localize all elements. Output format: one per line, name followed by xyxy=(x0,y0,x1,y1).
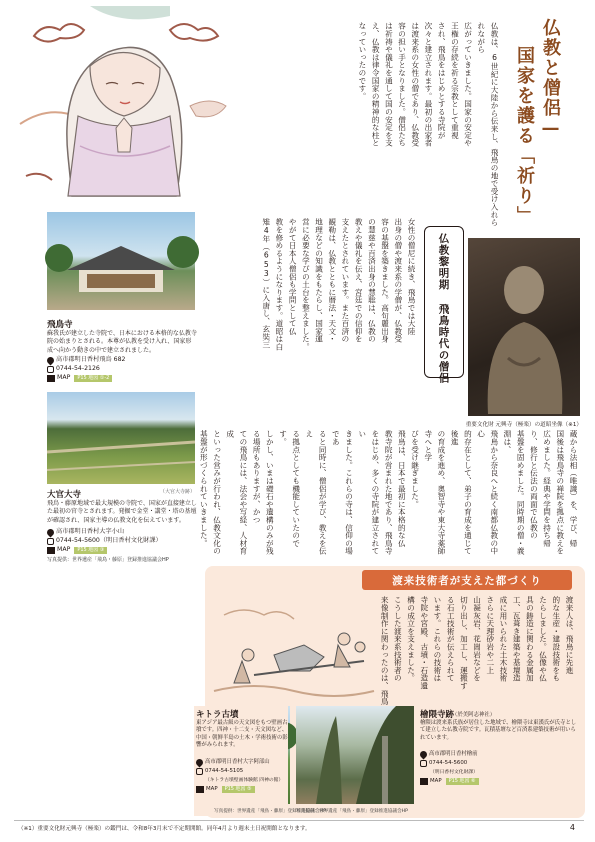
body-line: 広めました。経典や学問を持ち帰 xyxy=(542,430,552,547)
toraijin-header xyxy=(362,570,572,590)
body-line: います。これらの技術は xyxy=(432,596,442,682)
body-line: 的な生産・建設技術をも xyxy=(551,596,561,682)
body-line: 蔵から法相（唯識）を、学び、帰 xyxy=(569,430,578,547)
body-line: 教えや儀礼を伝え、宮廷での信仰を xyxy=(354,218,364,343)
photo-credit: 写真提供：世界遺産「飛鳥・藤原」登録推進協議会HP xyxy=(214,809,326,814)
asukadera-desc: 蘇我氏が建立した寺院で、日本における本格的な仏教寺院の始まりとされる。本尊が仏教を受け入れ、国家形成へ向かう動きの中で建立されました。 xyxy=(47,330,197,354)
daikandaiji-desc: 飛鳥・藤原地域で最大規模の寺院で、国家が直接建立した最初の官寺とされます。発掘で金堂・講堂・塔の基壇が確認され、国家主導の仏教文化を伝えています。 xyxy=(47,500,197,524)
hinokuma-tel: 0744-54-5600 xyxy=(420,759,467,768)
section-label-box xyxy=(424,226,464,384)
body-line: 女性の僧尼に続き、飛鳥では大陸 xyxy=(407,218,416,335)
body-line: こうした渡来系技術者の xyxy=(393,596,403,682)
statue-caption: 重要文化財 元興寺（極楽）の道昭坐像（※1） xyxy=(465,422,582,428)
body-text-a xyxy=(208,218,418,456)
body-line: ての飛鳥には、法会や写経、人材育成 xyxy=(225,430,248,555)
hinokuma-title-note: （於美阿志神社） xyxy=(452,712,496,718)
body-line: 山凝灰岩、花崗岩などを xyxy=(472,596,482,682)
body-line: 飛鳥から奈良へと続く南都仏教の中心 xyxy=(476,430,499,555)
hinokuma-title: 檜隈寺跡 xyxy=(420,710,455,720)
intro-line: は渡来系の女性の僧であり、仏教受 xyxy=(410,22,420,147)
asukadera-map[interactable]: MAP P15 地図 ①-2 xyxy=(47,374,112,383)
intro-line: され、飛鳥をはじめとする寺院が xyxy=(437,22,447,139)
daikandaiji-credit: （大官大寺跡） xyxy=(160,489,196,495)
footnote: （※1）重要文化財元興寺（極楽）の鑑門は、令和8年3月末で不定期開館。同年4月より週末土日祝開館となります。 xyxy=(18,826,311,832)
body-line: 成に用いられた土木技術 xyxy=(498,596,508,682)
hinokuma-map[interactable]: MAP P15 地図 ⑥ xyxy=(420,777,479,786)
body-line: 来像制作に関わったのは、飛鳥 xyxy=(380,596,390,706)
body-line: 教を修めるようになります。道昭は白 xyxy=(274,218,284,351)
body-line: の育成を進め、奥智寺や東大寺薬師寺へと学 xyxy=(423,430,446,555)
illustration-nun xyxy=(20,6,230,196)
location-pin-icon xyxy=(195,757,205,767)
phone-icon xyxy=(420,760,427,767)
body-line: をはじめ、多くの寺院が建立されてい xyxy=(357,430,380,555)
hinokuma-tel-note: （明日香村文化財課） xyxy=(430,770,478,775)
body-line: る場所もありますが、かつ xyxy=(252,430,262,524)
body-line: る石工技術が伝えられて xyxy=(446,596,456,682)
body-line: ると同時に、僧侶が学び、教えを伝え xyxy=(304,430,328,555)
body-line: 具の鋳造に関わる金属加 xyxy=(525,596,535,682)
body-line: びを受け継ぎました。 xyxy=(410,430,420,508)
intro-text xyxy=(241,22,501,232)
toraijin-header-text: 渡来技術者が支えた都づくり xyxy=(392,574,542,587)
body-line: 支えたとされています。また百済の xyxy=(340,218,350,343)
body-line: 容の基盤を築きました。高句麗出身 xyxy=(380,218,390,343)
kitora-address: 高市郡明日香村大字阿部山 xyxy=(196,758,270,767)
photo-credit: 写真提供：世界遺産「飛鳥・藤原」登録推進協議会HP xyxy=(296,809,408,814)
body-line: 工、瓦葺き建築や基壇造 xyxy=(512,596,522,682)
body-line: といった営みが行われ、仏教文化の xyxy=(212,430,222,555)
hinokuma-address: 高市郡明日香村檜前 xyxy=(420,750,478,759)
page-number: 4 xyxy=(569,823,575,832)
body-line: 国後は飛鳥寺の禅院を拠点に教えを xyxy=(555,430,565,555)
body-line: 観勒は、仏教とともに暦法・天文・ xyxy=(327,218,337,343)
body-text-b xyxy=(199,430,580,560)
body-line: たらしました。仏像や仏 xyxy=(538,596,548,682)
map-icon xyxy=(196,786,204,793)
body-line: 雉4年（653）に入唐し、玄奘三 xyxy=(261,218,271,349)
kitora-map[interactable]: MAP P15 地図 ⑤ xyxy=(196,785,255,794)
asukadera-photo xyxy=(47,212,195,310)
section-label: 仏教黎明期 飛鳥時代の僧侶 xyxy=(437,233,450,384)
body-line: 的存在として、弟子の育成を通じて後進 xyxy=(450,430,473,555)
kitora-tel-note: （キトラ古墳壁画体験館 四神の館） xyxy=(205,778,284,783)
map-icon xyxy=(420,778,428,785)
daikandaiji-photo xyxy=(47,392,195,484)
photo-credit: 写真提供：世界遺産「飛鳥・藤原」登録推進協議会HP xyxy=(47,557,169,563)
intro-line: なっていったのです。 xyxy=(357,22,367,100)
hinokuma-desc: 檜隈は渡来系氏族が居住した地域で、檜隈寺は東漢氏が氏寺として建立した仏教寺院です。瓦積基壇など百済系建築技術が用いられています。 xyxy=(420,720,577,741)
location-pin-icon xyxy=(46,355,56,365)
intro-line: え、仏教は律令国家の精神的な柱と xyxy=(371,22,381,147)
phone-icon xyxy=(47,366,54,373)
body-line: 構の成立を支えました。 xyxy=(406,596,416,682)
body-line: 飛鳥は、日本で最初に本格的な仏 xyxy=(397,430,407,547)
daikandaiji-map[interactable]: MAP P15 地図 ③ xyxy=(47,546,107,555)
map-icon xyxy=(47,547,55,554)
asukadera-tel: 0744-54-2126 xyxy=(47,365,100,374)
body-line: 教寺院が営まれた地であり、飛鳥寺 xyxy=(384,430,394,555)
section-title-line1: 仏教と僧侶— xyxy=(540,18,561,141)
body-line: 基盤が形づくられていきました。 xyxy=(199,430,209,547)
asukadera-title: 飛鳥寺 xyxy=(47,320,73,330)
body-line: 地理などの知識をもたらし、国家運 xyxy=(314,218,324,343)
body-line: り、修行と伝法の両面で仏教の xyxy=(529,430,539,540)
hinokuma-photo xyxy=(296,706,414,804)
daikandaiji-address: 高市郡明日香村大字小山 xyxy=(47,528,124,537)
body-line: 渡来人は、飛鳥に先進 xyxy=(565,596,574,674)
kitora-desc: 東アジア最古級の天文図をもつ壁画古墳です。四神・十二支・天文図など、中国・朝鮮半島の土木・学術技術の影響がみられます。 xyxy=(196,720,288,749)
kitora-title-label: キトラ古墳 xyxy=(196,710,239,720)
body-line: 出身の僧や渡来系の学僧が、仏教受 xyxy=(393,218,403,343)
map-icon xyxy=(47,375,55,382)
body-line: やがて日本人僧侶も学問として仏 xyxy=(288,218,298,335)
body-line: 切り出し、加工し、運搬す xyxy=(459,596,469,690)
intro-line: 王権の存続を祈る宗教として重視 xyxy=(450,22,460,139)
intro-line: 広がっていきました。国家の安定や xyxy=(463,22,473,147)
phone-icon xyxy=(196,768,203,775)
body-line: さらに天理砂岩や二上 xyxy=(485,596,495,674)
location-pin-icon xyxy=(46,527,56,537)
body-line: しかし、いまは礎石や遺構のみが残 xyxy=(265,430,275,555)
stone-workers-illustration xyxy=(214,595,374,703)
daikandaiji-title: 大官大寺 xyxy=(47,490,82,500)
intro-line: 仏教は、6世紀に大陸から伝来し、飛鳥の地で受け入れられながら xyxy=(476,22,499,227)
footer-rule xyxy=(14,820,584,821)
body-line: 営に必要な学びの土台を整えました。 xyxy=(301,218,311,351)
location-pin-icon xyxy=(419,749,429,759)
body-line: 基盤を固めました。同時期の僧・義淵は、 xyxy=(502,430,526,555)
asukadera-address: 高市郡明日香村飛鳥 682 xyxy=(47,356,125,365)
intro-line: 次々と建立されます。最初の出家者 xyxy=(423,22,433,147)
body-line: 寺院や宮殿、古墳・石造遺 xyxy=(419,596,429,690)
body-line: る拠点としても機能していたのです。 xyxy=(278,430,301,547)
body-line: の慧慈や百済出身の慧聡は、仏教の xyxy=(367,218,377,343)
phone-icon xyxy=(47,538,54,545)
kitora-tel: 0744-54-5105 xyxy=(196,767,243,776)
intro-line: は祈祷や儀礼を通して国の安定を支 xyxy=(384,22,394,147)
statue-photo xyxy=(468,238,580,416)
section-title-line2: 国家を護る「祈り」 xyxy=(514,46,535,226)
toraijin-text xyxy=(380,596,576,712)
intro-line: 容の担い手となりました。僧侶たち xyxy=(397,22,407,147)
daikandaiji-tel: 0744-54-5600（明日香村文化財課） xyxy=(47,537,162,546)
body-line: きました。これらの寺は、信仰の場であ xyxy=(331,430,354,555)
